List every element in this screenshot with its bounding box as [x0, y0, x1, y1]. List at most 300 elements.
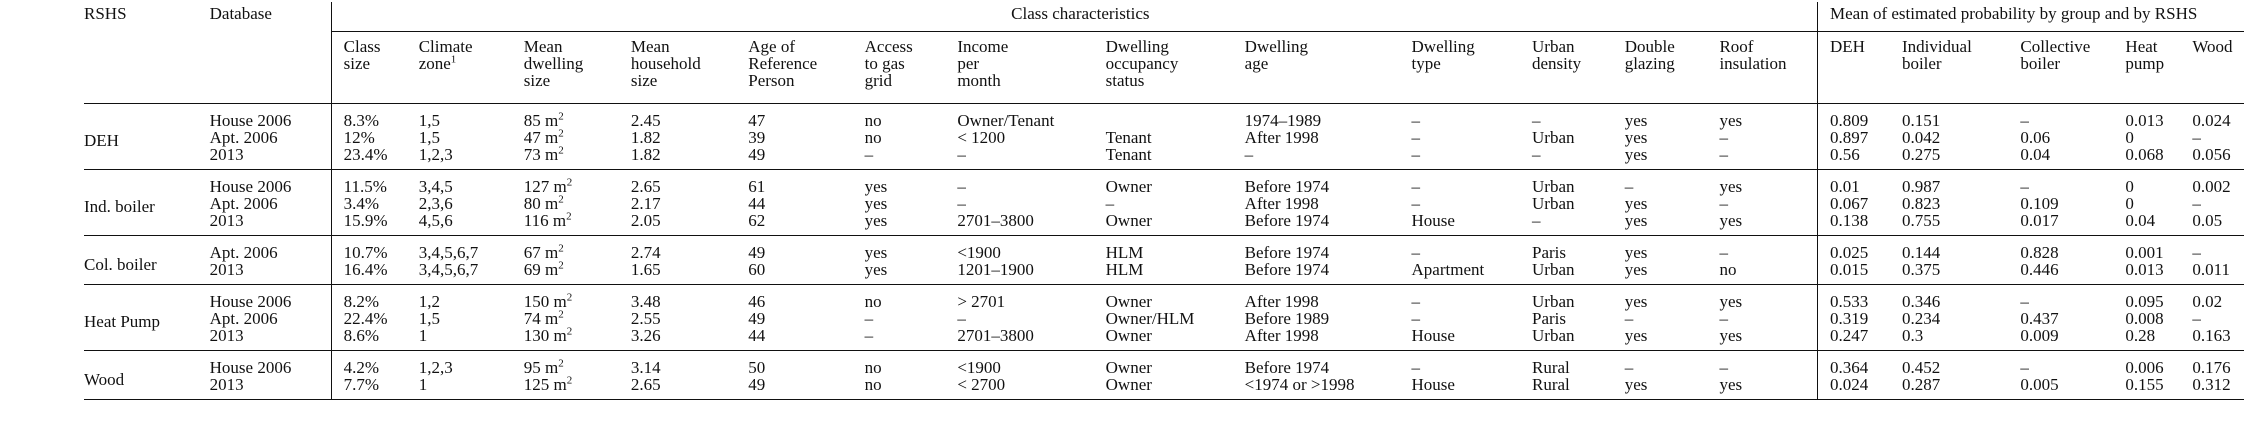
cell-zone [419, 285, 524, 311]
cell-value: – [1719, 145, 1728, 164]
cell-p2 [1902, 104, 2020, 130]
cell-size [331, 327, 419, 351]
cell-roof [1719, 261, 1817, 285]
database-cell: 2013 [209, 260, 244, 279]
cell-value: 0.013 [2125, 260, 2164, 279]
cell-value: – [1624, 358, 1634, 377]
cell-value: no [864, 292, 882, 311]
column-header-dwelling-type [1412, 32, 1533, 104]
cell-urban [1532, 212, 1625, 236]
cell-urban [1532, 129, 1625, 146]
cell-value: – [957, 177, 966, 196]
cell-value: no [864, 111, 882, 130]
cell-p1 [1817, 327, 1901, 351]
cell-value: – [864, 326, 874, 345]
cell-value: 3,4,5,6,7 [418, 243, 479, 262]
cell-value: 1.65 [630, 260, 661, 279]
cell-p5 [2192, 170, 2244, 196]
cell-value: 2.45 [630, 111, 661, 130]
cell-value: 0.364 [1829, 358, 1869, 377]
cell-value: Owner/Tenant [957, 111, 1055, 130]
cell-value: 0.025 [1829, 243, 1869, 262]
cell-value: yes [864, 243, 888, 262]
column-header-p-deh [1817, 32, 1901, 104]
header-class-characteristics: Class characteristics [331, 2, 1817, 32]
cell-p5 [2192, 261, 2244, 285]
cell-dtype [1412, 129, 1533, 146]
cell-p5 [2192, 351, 2244, 377]
cell-value: – [864, 145, 874, 164]
cell-occ [1106, 170, 1245, 196]
cell-value: 0.008 [2125, 309, 2164, 328]
cell-glaz [1625, 310, 1720, 327]
cell-p4 [2125, 261, 2192, 285]
cell-income [957, 212, 1105, 236]
column-header-line: size [630, 71, 658, 90]
cell-value: 23.4% [343, 145, 388, 164]
cell-gas [865, 170, 958, 196]
cell-dwell [524, 146, 631, 170]
cell-value: 1.82 [630, 145, 661, 164]
cell-value: 39 [748, 128, 766, 147]
cell-value: yes [1624, 375, 1648, 394]
column-header-line: Dwelling [1411, 37, 1475, 56]
cell-value: 0.275 [1901, 145, 1941, 164]
cell-value: 3,4,5 [418, 177, 453, 196]
column-header-mean-dwelling-size [524, 32, 631, 104]
cell-value: Tenant [1105, 145, 1152, 164]
cell-value: 0.176 [2192, 358, 2231, 377]
cell-value: yes [864, 260, 888, 279]
cell-urban [1532, 195, 1625, 212]
cell-value: 0.109 [2020, 194, 2059, 213]
cell-p5 [2192, 327, 2244, 351]
cell-value: 46 [748, 292, 766, 311]
cell-p1 [1817, 261, 1901, 285]
column-header-roof-insulation [1719, 32, 1817, 104]
cell-value: – [1719, 358, 1728, 377]
cell-dwell [524, 212, 631, 236]
cell-value: yes [1719, 375, 1743, 394]
column-header-line: size [523, 71, 551, 90]
cell-value: yes [1719, 326, 1743, 345]
cell-age [748, 212, 864, 236]
cell-value: House [1411, 326, 1455, 345]
table-row [84, 212, 2244, 236]
cell-p3 [2020, 261, 2125, 285]
cell-p2 [1902, 212, 2020, 236]
cell-dage [1245, 104, 1412, 130]
cell-value: Urban [1532, 326, 1575, 345]
cell-p1 [1817, 170, 1901, 196]
cell-glaz [1625, 129, 1720, 146]
cell-value: 0.287 [1901, 375, 1941, 394]
cell-p3 [2020, 351, 2125, 377]
cell-value: Before 1974 [1244, 260, 1330, 279]
cell-value: – [1719, 194, 1728, 213]
cell-p2 [1902, 261, 2020, 285]
cell-size [331, 195, 419, 212]
cell-p1 [1817, 146, 1901, 170]
unit-superscript: 2 [566, 176, 573, 189]
table-row [84, 261, 2244, 285]
cell-p1 [1817, 129, 1901, 146]
cell-value: 0.011 [2192, 260, 2230, 279]
cell-zone [419, 310, 524, 327]
cell-p1 [1817, 236, 1901, 262]
cell-roof [1719, 376, 1817, 400]
cell-value: yes [1624, 326, 1648, 345]
cell-income [957, 261, 1105, 285]
cell-roof [1719, 285, 1817, 311]
cell-gas [865, 236, 958, 262]
cell-size [331, 310, 419, 327]
cell-value: – [1411, 243, 1421, 262]
column-header-dwelling-age [1245, 32, 1412, 104]
database-cell: Apt. 2006 [209, 128, 278, 147]
cell-gas [865, 195, 958, 212]
table-row [84, 195, 2244, 212]
cell-value: Before 1974 [1244, 211, 1330, 230]
unit-superscript: 2 [558, 127, 564, 140]
cell-urban [1532, 104, 1625, 130]
cell-value: 11.5% [343, 177, 387, 196]
cell-size [331, 285, 419, 311]
cell-value: 16.4% [343, 260, 388, 279]
database-cell: House 2006 [209, 177, 292, 196]
cell-glaz [1625, 195, 1720, 212]
column-header-line: Wood [2192, 37, 2233, 56]
cell-age [748, 327, 864, 351]
column-header-p-heat-pump [2125, 32, 2192, 104]
cell-size [331, 376, 419, 400]
cell-value: 1974–1989 [1244, 111, 1322, 130]
cell-p3 [2020, 327, 2125, 351]
cell-occ [1106, 146, 1245, 170]
cell-size [331, 236, 419, 262]
cell-value: 3.48 [630, 292, 661, 311]
cell-value: 0.533 [1829, 292, 1869, 311]
cell-p4 [2125, 170, 2192, 196]
cell-hh [631, 236, 748, 262]
cell-value: 85 m [523, 111, 559, 130]
cell-value: After 1998 [1244, 292, 1319, 311]
unit-superscript: 2 [558, 259, 564, 272]
footnote-marker: 1 [450, 53, 457, 66]
cell-value: 0.04 [2125, 211, 2156, 230]
cell-value: 1 [418, 375, 428, 394]
cell-value: 50 [748, 358, 766, 377]
cell-dage [1245, 212, 1412, 236]
cell-value: After 1998 [1244, 326, 1319, 345]
cell-income [957, 376, 1105, 400]
cell-value: Urban [1532, 194, 1575, 213]
cell-dage [1245, 376, 1412, 400]
cell-p2 [1902, 170, 2020, 196]
cell-dage [1245, 351, 1412, 377]
cell-income [957, 146, 1105, 170]
cell-roof [1719, 310, 1817, 327]
cell-value: 61 [748, 177, 766, 196]
cell-p4 [2125, 212, 2192, 236]
cell-p2 [1902, 236, 2020, 262]
cell-value: 12% [343, 128, 375, 147]
cell-dtype [1412, 236, 1533, 262]
column-header-line: age [1244, 54, 1269, 73]
cell-value: 0.002 [2192, 177, 2231, 196]
col-empty-db [210, 32, 332, 104]
cell-hh [631, 261, 748, 285]
cell-gas [865, 376, 958, 400]
cell-p3 [2020, 236, 2125, 262]
cell-value: 0.006 [2125, 358, 2164, 377]
column-header-climate-zone [419, 32, 524, 104]
cell-value: no [864, 375, 882, 394]
cell-value: – [2192, 128, 2201, 147]
cell-value: 0.56 [1829, 145, 1860, 164]
cell-glaz [1625, 212, 1720, 236]
column-header-occupancy [1106, 32, 1245, 104]
unit-superscript: 2 [558, 193, 564, 206]
column-header-line: Class [343, 37, 381, 56]
cell-dtype [1412, 310, 1533, 327]
cell-value: 49 [748, 243, 766, 262]
cell-occ [1106, 310, 1245, 327]
cell-value: yes [1719, 292, 1743, 311]
cell-value: 0.312 [2192, 375, 2231, 394]
cell-value: 0.828 [2020, 243, 2059, 262]
cell-zone [419, 212, 524, 236]
cell-value: 0.015 [1829, 260, 1869, 279]
cell-size [331, 351, 419, 377]
cell-value: – [957, 145, 966, 164]
database-cell: House 2006 [209, 292, 292, 311]
cell-dage [1245, 285, 1412, 311]
rshs-label: Col. boiler [84, 254, 157, 274]
cell-value: 0.056 [2192, 145, 2231, 164]
cell-value: 73 m [523, 145, 559, 164]
cell-value: 0.155 [2125, 375, 2164, 394]
cell-value: 127 m [523, 177, 567, 196]
database-cell: 2013 [209, 326, 244, 345]
cell-value: 3.26 [630, 326, 661, 345]
column-header-class-size [331, 32, 419, 104]
column-header-line: Reference [748, 54, 818, 73]
cell-value: – [1532, 145, 1541, 164]
cell-value: House [1411, 375, 1455, 394]
cell-value: 0.897 [1829, 128, 1869, 147]
cell-roof [1719, 327, 1817, 351]
cell-value: Rural [1532, 375, 1570, 394]
cell-value: – [1532, 111, 1541, 130]
cell-income [957, 195, 1105, 212]
column-header-double-glazing [1625, 32, 1720, 104]
cell-value: Apartment [1411, 260, 1485, 279]
cell-value: Paris [1532, 309, 1567, 328]
cell-value: 47 m [523, 128, 559, 147]
cell-size [331, 261, 419, 285]
cell-age [748, 104, 864, 130]
cell-roof [1719, 195, 1817, 212]
cell-p4 [2125, 376, 2192, 400]
column-header-line: Mean [630, 37, 670, 56]
cell-value: Tenant [1105, 128, 1152, 147]
unit-superscript: 2 [566, 325, 573, 338]
rshs-label: Wood [84, 369, 125, 389]
cell-value: 8.6% [343, 326, 380, 345]
cell-value: – [2192, 243, 2201, 262]
cell-value: 0.446 [2020, 260, 2059, 279]
column-header-line: household [630, 54, 701, 73]
column-header-line: grid [864, 71, 893, 90]
cell-age [748, 146, 864, 170]
cell-value: 0.375 [1901, 260, 1941, 279]
cell-size [331, 146, 419, 170]
cell-value: 1,2,3 [418, 145, 453, 164]
cell-value: – [2192, 309, 2201, 328]
cell-p3 [2020, 376, 2125, 400]
cell-value: 0.437 [2020, 309, 2059, 328]
cell-urban [1532, 310, 1625, 327]
cell-value: – [2020, 111, 2029, 130]
cell-value: <1900 [957, 358, 1001, 377]
column-header-line: to gas [864, 54, 905, 73]
cell-value: 49 [748, 375, 766, 394]
cell-glaz [1625, 285, 1720, 311]
cell-income [957, 236, 1105, 262]
column-header-age-ref [748, 32, 864, 104]
cell-value: 1201–1900 [957, 260, 1034, 279]
cell-zone [419, 261, 524, 285]
cell-value: – [957, 309, 966, 328]
column-header-line: pump [2125, 54, 2165, 73]
cell-zone [419, 236, 524, 262]
cell-value: 2.74 [630, 243, 661, 262]
cell-roof [1719, 212, 1817, 236]
cell-glaz [1625, 351, 1720, 377]
cell-p3 [2020, 285, 2125, 311]
cell-value: 0.095 [2125, 292, 2164, 311]
cell-value: 2.55 [630, 309, 661, 328]
cell-dwell [524, 104, 631, 130]
cell-value: yes [1624, 111, 1648, 130]
cell-value: yes [864, 211, 888, 230]
cell-dage [1245, 129, 1412, 146]
cell-value: 0.987 [1901, 177, 1941, 196]
cell-p2 [1902, 351, 2020, 377]
cell-gas [865, 146, 958, 170]
cell-p3 [2020, 170, 2125, 196]
cell-dtype [1412, 261, 1533, 285]
cell-hh [631, 351, 748, 377]
cell-value: 3.14 [630, 358, 661, 377]
cell-value: 0.346 [1901, 292, 1941, 311]
column-header-line: Dwelling [1244, 37, 1308, 56]
cell-income [957, 285, 1105, 311]
cell-urban [1532, 376, 1625, 400]
cell-income [957, 310, 1105, 327]
cell-p1 [1817, 195, 1901, 212]
cell-value: 4,5,6 [418, 211, 453, 230]
cell-p2 [1902, 327, 2020, 351]
cell-value: 1,2,3 [418, 358, 453, 377]
cell-value: <1900 [957, 243, 1001, 262]
unit-superscript: 2 [558, 144, 564, 157]
column-header-line: boiler [1901, 54, 1942, 73]
column-header-row [84, 32, 2244, 104]
cell-value: yes [1624, 211, 1648, 230]
column-header-line: Urban [1532, 37, 1575, 56]
cell-value: yes [1624, 194, 1648, 213]
cell-value: yes [1719, 177, 1743, 196]
cell-value: After 1998 [1244, 128, 1319, 147]
table-row [84, 146, 2244, 170]
cell-value: no [1719, 260, 1737, 279]
cell-p4 [2125, 104, 2192, 130]
cell-value: Owner [1105, 177, 1152, 196]
column-header-line: month [957, 71, 1001, 90]
cell-p4 [2125, 236, 2192, 262]
unit-superscript: 2 [558, 357, 564, 370]
column-header-line: Double [1624, 37, 1675, 56]
cell-glaz [1625, 146, 1720, 170]
rshs-label: Heat Pump [84, 312, 161, 331]
cell-p5 [2192, 212, 2244, 236]
cell-value: – [1624, 309, 1634, 328]
unit-superscript: 2 [558, 308, 564, 321]
cell-value: 0.28 [2125, 326, 2156, 345]
cell-dtype [1412, 327, 1533, 351]
cell-hh [631, 104, 748, 130]
cell-value: 2701–3800 [957, 211, 1034, 230]
cell-value: – [1411, 358, 1421, 377]
cell-glaz [1625, 327, 1720, 351]
cell-value: – [1411, 309, 1421, 328]
cell-roof [1719, 170, 1817, 196]
cell-p4 [2125, 351, 2192, 377]
cell-value: Before 1974 [1244, 177, 1330, 196]
cell-value: yes [1624, 292, 1648, 311]
cell-value: 22.4% [343, 309, 388, 328]
cell-value: 0.04 [2020, 145, 2051, 164]
cell-value: – [1105, 194, 1115, 213]
rshs-group [84, 170, 2244, 236]
table-row [84, 351, 2244, 377]
cell-p2 [1902, 310, 2020, 327]
cell-p1 [1817, 285, 1901, 311]
cell-value: 0.024 [2192, 111, 2231, 130]
cell-size [331, 104, 419, 130]
cell-value: 0 [2125, 194, 2134, 213]
cell-value: Owner [1105, 375, 1152, 394]
cell-p2 [1902, 195, 2020, 212]
cell-glaz [1625, 104, 1720, 130]
cell-value: yes [1624, 260, 1648, 279]
cell-value: Before 1989 [1244, 309, 1330, 328]
column-header-urban-density [1532, 32, 1625, 104]
cell-value: 0.013 [2125, 111, 2164, 130]
column-header-p-ind-boiler [1902, 32, 2020, 104]
cell-occ [1106, 195, 1245, 212]
cell-age [748, 170, 864, 196]
cell-zone [419, 170, 524, 196]
column-header-line: glazing [1624, 54, 1675, 73]
cell-value: yes [1624, 145, 1648, 164]
cell-value: 0.3 [1901, 326, 1924, 345]
cell-value: – [1719, 309, 1728, 328]
cell-value: < 2700 [957, 375, 1006, 394]
cell-p5 [2192, 310, 2244, 327]
